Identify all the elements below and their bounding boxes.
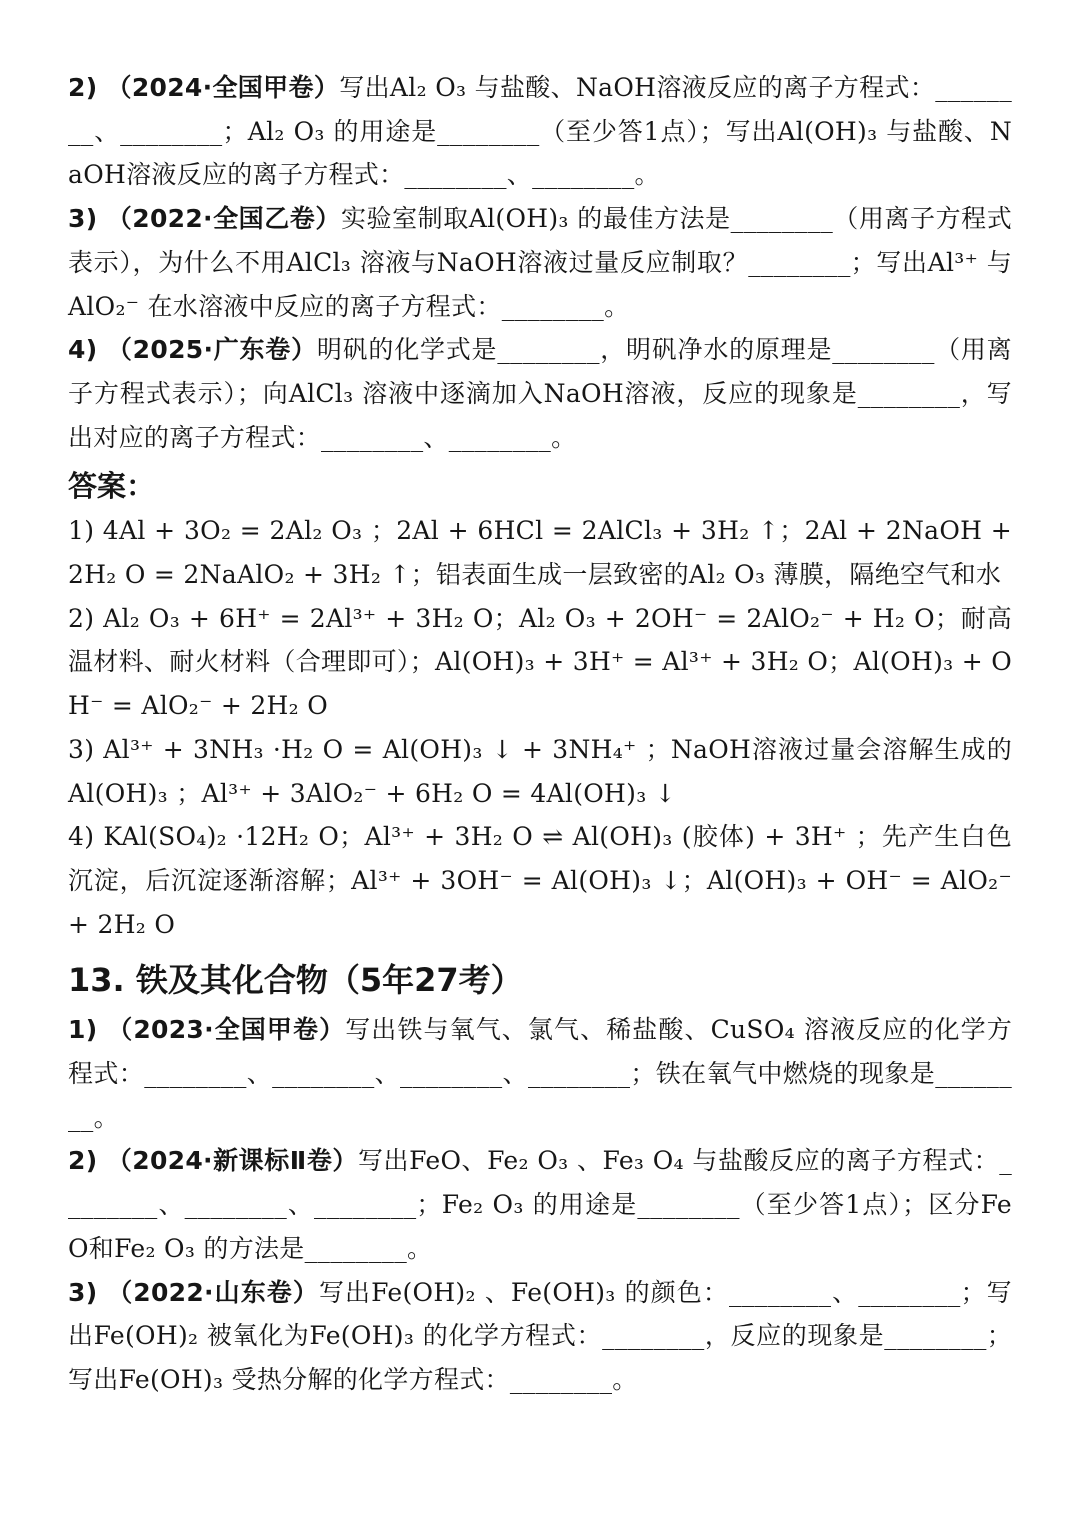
question-fe-2 (68, 1139, 1012, 1270)
question-heading: 2) （2024·新课标Ⅱ卷） (68, 1146, 358, 1176)
question-text: 写出铁与氧气、氯气、稀盐酸、CuSO₄ 溶液反应的化学方程式：________、________、________、________；铁在氧气中燃烧的现象是________。 (68, 1015, 1012, 1132)
question-heading: 3) （2022·全国乙卷） (68, 204, 341, 234)
answer-heading: 答案： (68, 469, 156, 504)
question-heading: 3) （2022·山东卷） (68, 1277, 319, 1307)
question-al-2 (68, 66, 1012, 197)
answer-2: 2) Al₂ O₃ + 6H⁺ = 2Al³⁺ + 3H₂ O；Al₂ O₃ + 2OH⁻ = 2AlO₂⁻ + H₂ O；耐高温材料、耐火材料（合理即可）；Al(OH)₃ + 3H⁺ = Al³⁺ + 3H₂ O；Al(OH)₃ + OH⁻ = AlO₂⁻ + 2H₂ O (68, 603, 1012, 721)
answer-3: 3) Al³⁺ + 3NH₃ ·H₂ O = Al(OH)₃ ↓ + 3NH₄⁺ ；NaOH溶液过量会溶解生成的Al(OH)₃ ；Al³⁺ + 3AlO₂⁻ + 6H₂ O = 4Al(OH)₃ ↓ (68, 734, 1012, 808)
question-al-4 (68, 328, 1012, 459)
question-heading: 4) （2025·广东卷） (68, 335, 317, 365)
question-al-3 (68, 197, 1012, 328)
question-fe-3 (68, 1271, 1012, 1402)
answer-4: 4) KAl(SO₄)₂ ·12H₂ O；Al³⁺ + 3H₂ O ⇌ Al(OH)₃ (胶体) + 3H⁺ ；先产生白色沉淀，后沉淀逐渐溶解；Al³⁺ + 3OH⁻ = Al(OH)₃ ↓；Al(OH)₃ + OH⁻ = AlO₂⁻ + 2H₂ O (68, 822, 1012, 939)
question-text: 实验室制取Al(OH)₃ 的最佳方法是________（用离子方程式表示），为什么不用AlCl₃ 溶液与NaOH溶液过量反应制取？________；写出Al³⁺ 与AlO₂⁻ 在水溶液中反应的离子方程式：________。 (68, 204, 1012, 321)
question-text: 写出FeO、Fe₂ O₃ 、Fe₃ O₄ 与盐酸反应的离子方程式：________、________、________；Fe₂ O₃ 的用途是________（至少答1点）；区分FeO和Fe₂ O₃ 的方法是________。 (68, 1146, 1012, 1263)
section-heading: 13. 铁及其化合物（5年27考） (68, 961, 523, 1000)
question-fe-1 (68, 1008, 1012, 1139)
question-text: 明矾的化学式是________，明矾净水的原理是________（用离子方程式表示）；向AlCl₃ 溶液中逐滴加入NaOH溶液，反应的现象是________，写出对应的离子方程式：________、________。 (68, 335, 1012, 452)
question-heading: 2) （2024·全国甲卷） (68, 73, 340, 102)
answer-1: 1) 4Al + 3O₂ = 2Al₂ O₃ ；2Al + 6HCl = 2AlCl₃ + 3H₂ ↑；2Al + 2NaOH + 2H₂ O = 2NaAlO₂ + 3H₂ ↑；铝表面生成一层致密的Al₂ O₃ 薄膜，隔绝空气和水 (68, 516, 1012, 590)
question-text: 写出Al₂ O₃ 与盐酸、NaOH溶液反应的离子方程式：________、________；Al₂ O₃ 的用途是________（至少答1点）；写出Al(OH)₃ 与盐酸、NaOH溶液反应的离子方程式：________、________。 (68, 73, 1012, 190)
question-text: 写出Fe(OH)₂ 、Fe(OH)₃ 的颜色：________、________；写出Fe(OH)₂ 被氧化为Fe(OH)₃ 的化学方程式：________，反应的现象是________；写出Fe(OH)₃ 受热分解的化学方程式：________。 (68, 1277, 1012, 1394)
question-heading: 1) （2023·全国甲卷） (68, 1015, 346, 1045)
